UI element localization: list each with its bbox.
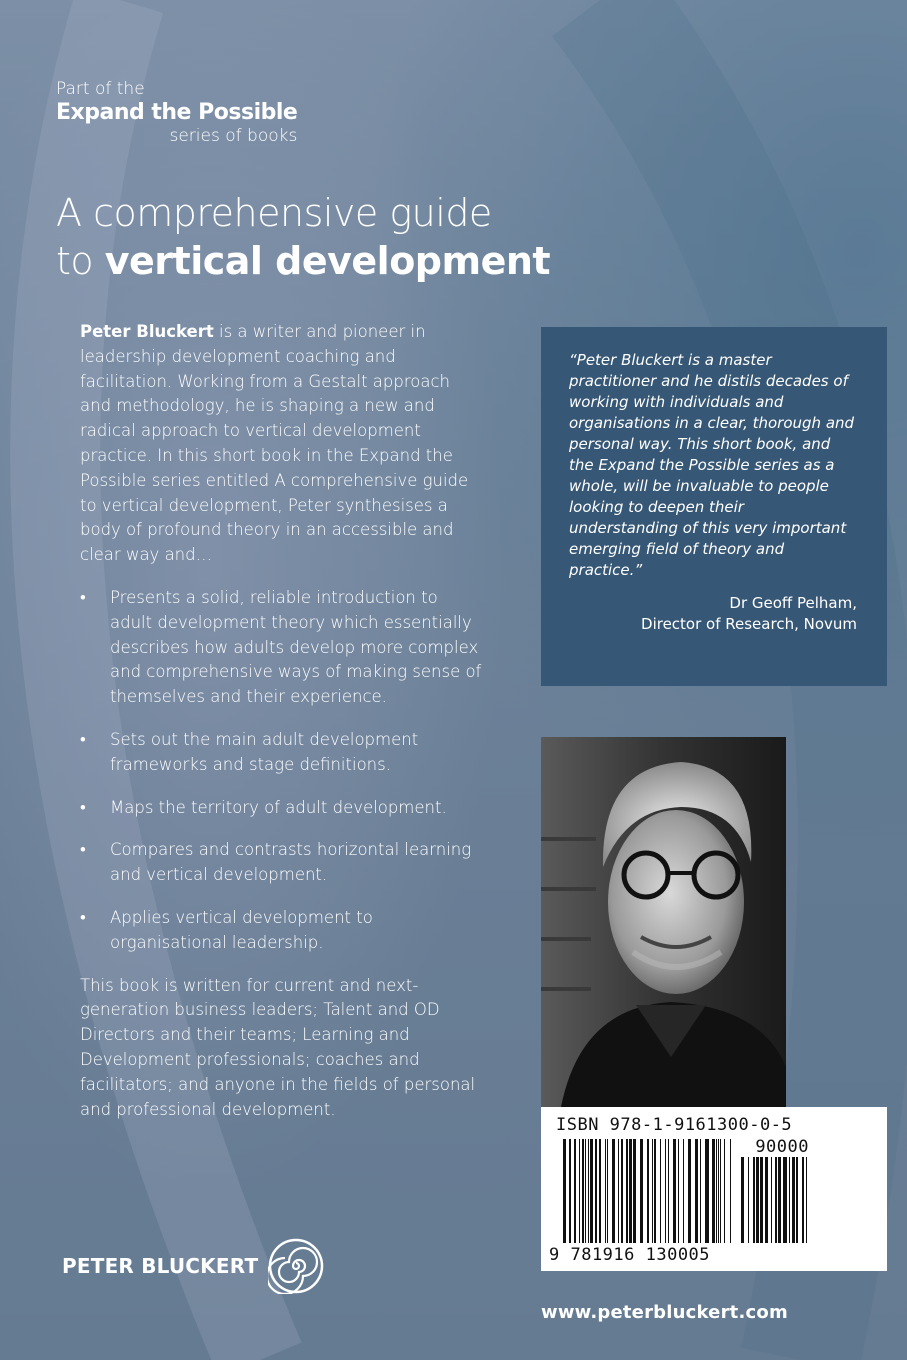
barcode-bar bbox=[626, 1139, 628, 1243]
endorsement-attribution bbox=[569, 593, 857, 635]
barcode-bar bbox=[579, 1139, 580, 1243]
ean-digits: 9 781916 130005 bbox=[549, 1245, 711, 1265]
barcode-bar bbox=[618, 1139, 619, 1243]
barcode-bar bbox=[789, 1157, 790, 1243]
endorser-role: Director of Research, Novum bbox=[641, 615, 857, 633]
barcode-bar bbox=[700, 1139, 701, 1243]
headline-line-2 bbox=[56, 238, 550, 286]
bullet-text: Applies vertical development to organisational leadership. bbox=[110, 907, 373, 952]
barcode-bar bbox=[647, 1139, 649, 1243]
barcode-bar bbox=[629, 1139, 632, 1243]
price-code: 90000 bbox=[755, 1137, 809, 1157]
barcode-bar bbox=[563, 1139, 566, 1243]
barcode-bar bbox=[802, 1157, 804, 1243]
endorser-name: Dr Geoff Pelham, bbox=[729, 594, 857, 612]
series-line-1: Part of the bbox=[56, 79, 145, 99]
spiral-logo-icon bbox=[268, 1238, 324, 1294]
bullet-icon: • bbox=[80, 729, 86, 749]
bullet-item bbox=[80, 586, 482, 710]
barcode-bar bbox=[665, 1139, 666, 1243]
barcode-bar bbox=[652, 1139, 653, 1243]
barcode-bar bbox=[760, 1157, 763, 1243]
bullet-text: Presents a solid, reliable introduction to adult development theory which essentially describes how adults develop more complex and comprehensive ways of making sense of themselves and their experience. bbox=[110, 587, 482, 707]
barcode-bar bbox=[588, 1139, 589, 1243]
barcode-bar bbox=[621, 1139, 623, 1243]
bullet-text: Compares and contrasts horizontal learning and vertical development. bbox=[110, 840, 472, 885]
barcode-bar bbox=[633, 1139, 636, 1243]
barcode-bar bbox=[668, 1139, 669, 1243]
barcode-bar bbox=[605, 1139, 606, 1243]
bullet-item bbox=[80, 796, 482, 821]
endorsement-box bbox=[541, 327, 887, 686]
author-photo bbox=[541, 737, 786, 1107]
barcode-bar bbox=[765, 1157, 768, 1243]
intro-paragraph bbox=[80, 320, 482, 568]
barcode-bar bbox=[705, 1139, 709, 1243]
bullet-icon: • bbox=[80, 587, 86, 607]
isbn-barcode bbox=[541, 1107, 887, 1271]
bullet-text: Maps the territory of adult development. bbox=[110, 797, 447, 817]
endorsement-quote: “Peter Bluckert is a master practitioner and he distils decades of working with individuals and organisations in a clear, thorough and personal way. This short book, and the Expand the Possible series as a whole, will be invaluable to people looking to deepen their understanding of this very important emerging field of theory and practice.” bbox=[569, 351, 855, 579]
barcode-bar bbox=[748, 1157, 749, 1243]
barcode-bar bbox=[778, 1157, 781, 1243]
headline-line-2-bold: vertical development bbox=[104, 238, 551, 283]
barcode-bar bbox=[771, 1157, 772, 1243]
bullet-icon: • bbox=[80, 797, 86, 817]
barcode-bar bbox=[683, 1139, 684, 1243]
barcode-bar bbox=[569, 1139, 571, 1243]
barcode-bar bbox=[753, 1157, 755, 1243]
bullet-item bbox=[80, 728, 482, 778]
barcode-bar bbox=[783, 1157, 787, 1243]
barcode-bar bbox=[718, 1139, 719, 1243]
barcode-bar bbox=[756, 1157, 759, 1243]
barcode-bar bbox=[673, 1139, 676, 1243]
barcode-bar bbox=[730, 1139, 731, 1243]
headline-line-1: A comprehensive guide bbox=[56, 191, 492, 235]
series-name: Expand the Possible bbox=[56, 99, 298, 125]
series-line-3: series of books bbox=[169, 125, 298, 146]
bullet-icon: • bbox=[80, 840, 86, 860]
barcode-bar bbox=[599, 1139, 601, 1243]
author-portrait-illustration bbox=[541, 737, 786, 1107]
barcode-bar bbox=[775, 1157, 777, 1243]
barcode-bar bbox=[678, 1139, 679, 1243]
barcode-bar bbox=[741, 1157, 744, 1243]
headline-line-2-light: to bbox=[56, 238, 94, 283]
barcode-bar bbox=[590, 1139, 593, 1243]
intro-text: is a writer and pioneer in leadership development coaching and facilitation. Working from a Gestalt approach and methodology, he is shaping a new and radical approach to vertical development practice. In this short book in the Expand the Possible series entitled A comprehensive guide to vertical development, Peter synthesises a body of profound theory in an accessible and clear way and… bbox=[80, 322, 469, 565]
barcode-bar bbox=[582, 1139, 584, 1243]
website-url: www.peterbluckert.com bbox=[541, 1302, 788, 1323]
bullet-text: Sets out the main adult development frameworks and stage definitions. bbox=[110, 729, 419, 774]
audience-paragraph: This book is written for current and next-generation business leaders; Talent and OD Directors and their teams; Learning and Development professionals; coaches and facilitators; and anyone in the fields of personal and professional development. bbox=[80, 975, 476, 1119]
headline bbox=[56, 190, 550, 285]
barcode-bar bbox=[607, 1139, 608, 1243]
bullet-list bbox=[80, 586, 482, 956]
author-logo-text: PETER BLUCKERT bbox=[62, 1254, 259, 1278]
series-tagline bbox=[56, 80, 297, 146]
barcode-bar bbox=[712, 1139, 715, 1243]
barcode-bar bbox=[640, 1139, 643, 1243]
isbn-number: ISBN 978-1-9161300-0-5 bbox=[556, 1115, 793, 1135]
author-name-inline: Peter Bluckert bbox=[80, 322, 214, 341]
barcode-bar bbox=[716, 1139, 717, 1243]
barcode-bar bbox=[688, 1139, 691, 1243]
barcode-bar bbox=[806, 1157, 807, 1243]
bullet-item bbox=[80, 906, 482, 956]
barcode-bar bbox=[574, 1139, 576, 1243]
bullet-icon: • bbox=[80, 907, 86, 927]
barcode-bar bbox=[654, 1139, 656, 1243]
barcode-bar bbox=[660, 1139, 661, 1243]
barcode-bar bbox=[720, 1139, 721, 1243]
barcode-bar bbox=[724, 1139, 725, 1243]
barcode-bar bbox=[585, 1139, 586, 1243]
barcode-bar bbox=[612, 1139, 615, 1243]
blurb bbox=[80, 320, 482, 1122]
barcode-bar bbox=[796, 1157, 798, 1243]
bullet-item bbox=[80, 838, 482, 888]
author-logo bbox=[62, 1238, 324, 1294]
barcode-bar bbox=[695, 1139, 698, 1243]
barcode-bar bbox=[792, 1157, 795, 1243]
barcode-bar bbox=[595, 1139, 597, 1243]
